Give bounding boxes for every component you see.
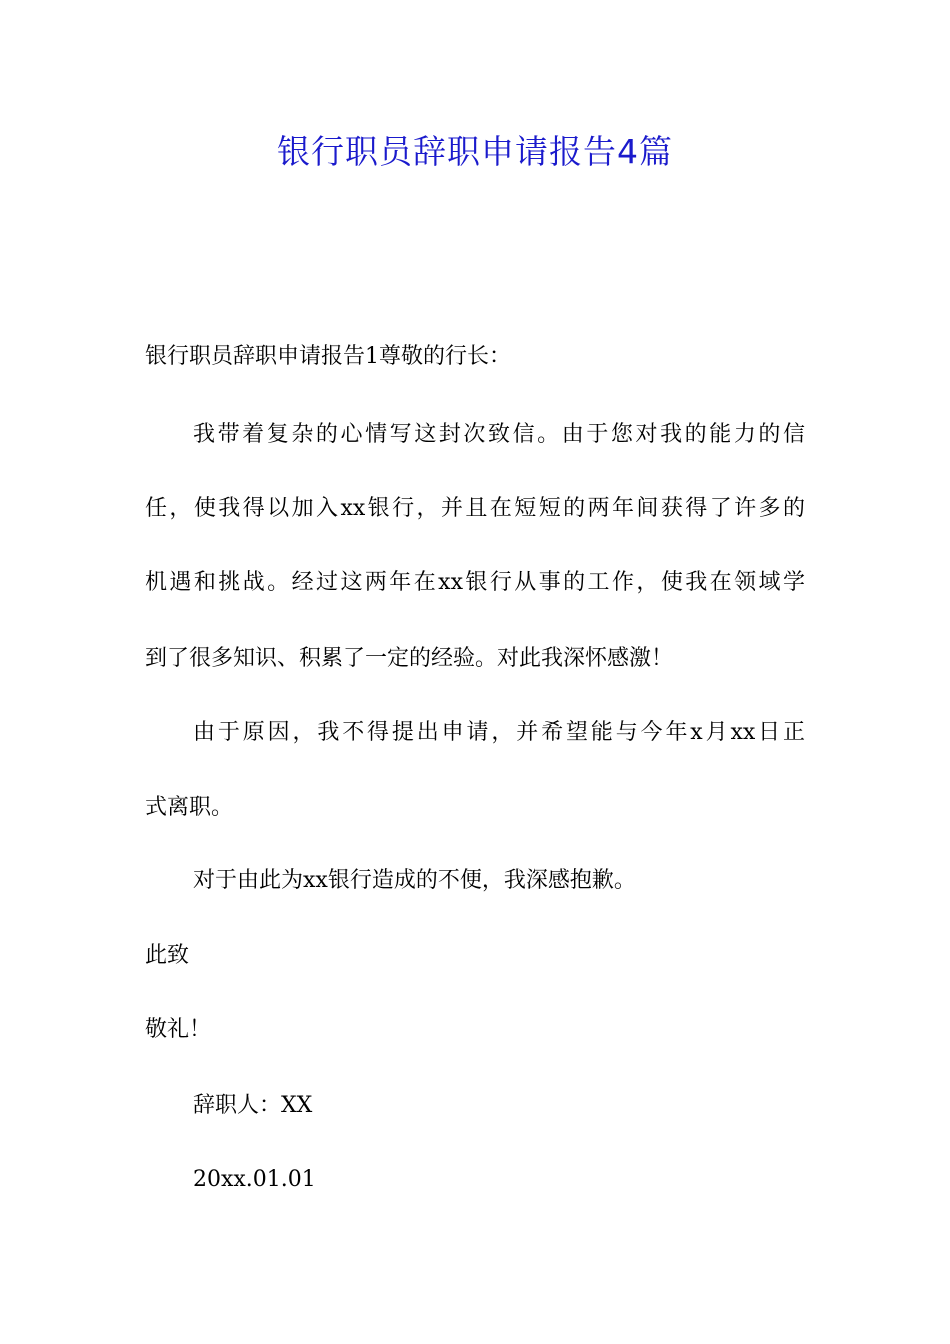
paragraph-1-line-2: 任，使我得以加入xx银行，并且在短短的两年间获得了许多的: [145, 496, 805, 521]
signature-date: 20xx.01.01: [193, 1167, 316, 1192]
paragraph-3-line-1: 对于由此为xx银行造成的不便，我深感抱歉。: [193, 868, 636, 893]
paragraph-1-line-1: 我带着复杂的心情写这封次致信。由于您对我的能力的信: [193, 422, 805, 447]
paragraph-1-line-3: 机遇和挑战。经过这两年在xx银行从事的工作，使我在领域学: [145, 570, 805, 595]
paragraph-2-line-2: 式离职。: [145, 795, 234, 820]
closing-jingli: 敬礼！: [145, 1017, 212, 1042]
salutation-line: 银行职员辞职申请报告1尊敬的行长：: [145, 344, 511, 369]
paragraph-2-line-1: 由于原因，我不得提出申请，并希望能与今年x月xx日正: [193, 720, 805, 745]
document-title: 银行职员辞职申请报告4篇: [277, 132, 673, 171]
signature-name: 辞职人：XX: [193, 1093, 313, 1118]
paragraph-1-line-4: 到了很多知识、积累了一定的经验。对此我深怀感激！: [145, 646, 674, 671]
closing-cizhi: 此致: [145, 943, 190, 968]
